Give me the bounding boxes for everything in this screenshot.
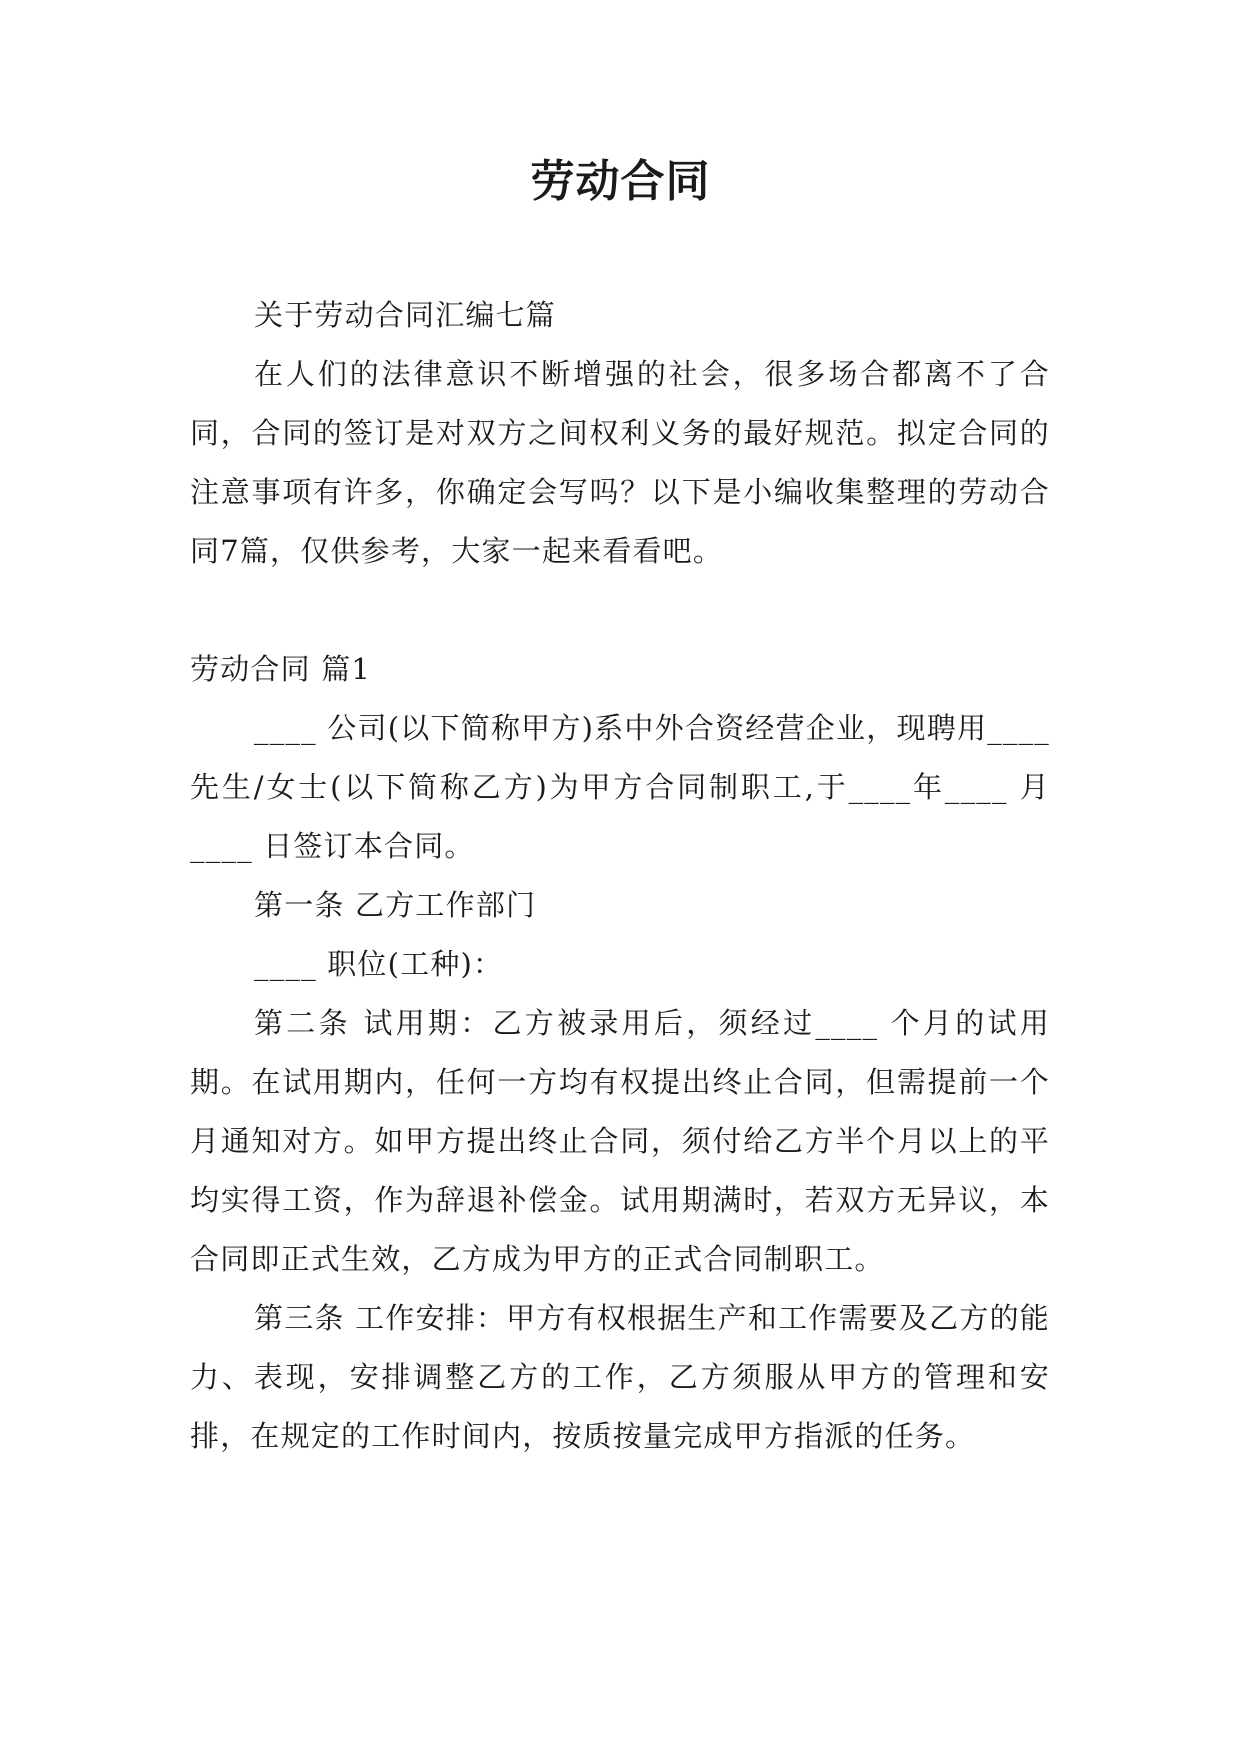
document-body (190, 286, 1050, 1466)
article-2-probation: 第二条 试用期：乙方被录用后，须经过____ 个月的试用期。在试用期内，任何一方均有权提出终止合同，但需提前一个月通知对方。如甲方提出终止合同，须付给乙方半个月以上的平均实得工资，作为辞退补偿金。试用期满时，若双方无异议，本合同即正式生效，乙方成为甲方的正式合同制职工。 (190, 1006, 1050, 1276)
document-title: 劳动合同 (530, 156, 711, 207)
contract-preamble: ____ 公司(以下简称甲方)系中外合资经营企业，现聘用____ 先生/女士(以下简称乙方)为甲方合同制职工,于____年____ 月____ 日签订本合同。 (190, 711, 1050, 863)
section-heading: 劳动合同 篇1 (190, 652, 372, 686)
article-1-heading: 第一条 乙方工作部门 (254, 888, 537, 922)
intro-heading: 关于劳动合同汇编七篇 (254, 298, 557, 332)
intro-paragraph: 在人们的法律意识不断增强的社会，很多场合都离不了合同，合同的签订是对双方之间权利义务的最好规范。拟定合同的注意事项有许多，你确定会写吗？以下是小编收集整理的劳动合同7篇，仅供参考，大家一起来看看吧。 (190, 357, 1050, 568)
paragraph-spacer (190, 581, 1050, 640)
article-3-assignment: 第三条 工作安排：甲方有权根据生产和工作需要及乙方的能力、表现，安排调整乙方的工作，乙方须服从甲方的管理和安排，在规定的工作时间内，按质按量完成甲方指派的任务。 (190, 1301, 1050, 1453)
article-1-position: ____ 职位(工种)： (254, 947, 504, 981)
